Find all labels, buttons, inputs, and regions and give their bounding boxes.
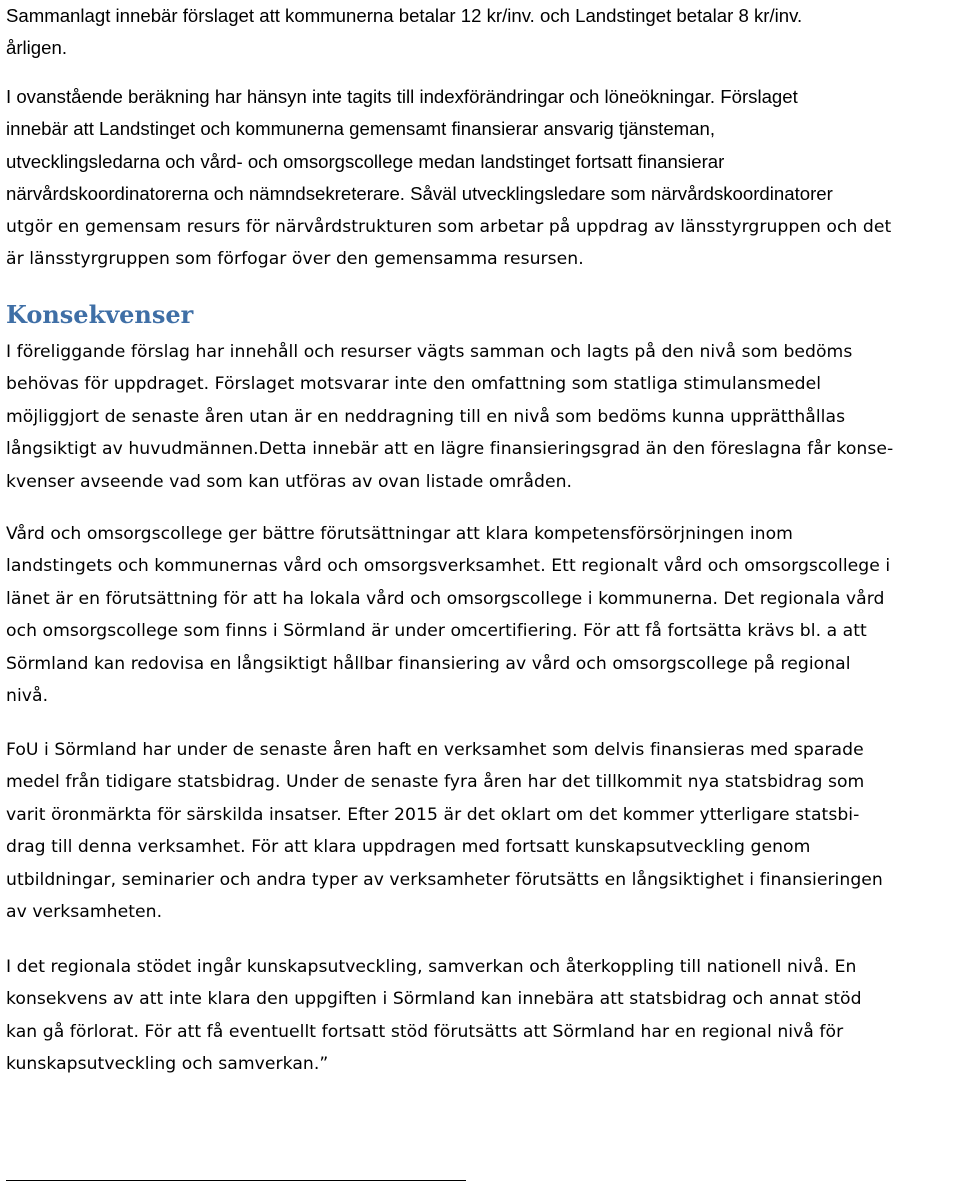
- text-line: I föreliggande förslag har innehåll och resurser vägts samman och lagts på den nivå som bedöms: [6, 342, 853, 362]
- text-line: konsekvens av att inte klara den uppgiften i Sörmland kan innebära att statsbidrag och annat stöd: [6, 989, 862, 1010]
- paragraph-consequences: [6, 336, 893, 498]
- paragraph-fou: [6, 734, 883, 928]
- text-line: Sammanlagt innebär förslaget att kommunerna betalar 12 kr/inv. och Landstinget betalar 8 kr/inv.: [6, 5, 803, 26]
- text-line: I ovanstående beräkning har hänsyn inte tagits till indexförändringar och löneökningar. Förslaget: [6, 86, 798, 107]
- text-line: varit öronmärkta för särskilda insatser. Efter 2015 är det oklart om det kommer ytterligare statsbi-: [6, 804, 860, 825]
- text-line: utvecklingsledarna och vård- och omsorgscollege medan landstinget fortsatt finansierar: [6, 150, 725, 172]
- paragraph-funding: [6, 81, 891, 275]
- text-line: utgör en gemensam resurs för närvårdstrukturen som arbetar på uppdrag av länsstyrgruppen och det: [6, 216, 892, 237]
- text-line: I det regionala stödet ingår kunskapsutveckling, samverkan och återkoppling till nationell nivå. En: [6, 957, 857, 977]
- text-line: Vård och omsorgscollege ger bättre förutsättningar att klara kompetensförsörjningen inom: [6, 524, 793, 544]
- paragraph-college: [6, 518, 890, 712]
- text-line: Sörmland kan redovisa en långsiktigt hållbar finansiering av vård och omsorgscollege på regional: [6, 653, 851, 674]
- text-line: nivå.: [6, 686, 49, 707]
- text-line: innebär att Landstinget och kommunerna gemensamt finansierar ansvarig tjänsteman,: [6, 118, 716, 140]
- section-heading: Konsekvenser: [6, 300, 194, 329]
- intro-paragraph: [6, 0, 802, 65]
- text-line: årligen.: [6, 37, 67, 59]
- paragraph-regional-support: [6, 951, 862, 1081]
- text-line: landstingets och kommunernas vård och omsorgsverksamhet. Ett regionalt vård och omsorgscollege i: [6, 556, 891, 577]
- text-line: kan gå förlorat. För att få eventuellt fortsatt stöd förutsätts att Sörmland har en regional nivå för: [6, 1021, 844, 1042]
- text-line: FoU i Sörmland har under de senaste åren haft en verksamhet som delvis finansieras med sparade: [6, 740, 864, 760]
- text-line: närvårdskoordinatorerna och nämndsekreterare. Såväl utvecklingsledare som närvårdskoordinatorer: [6, 183, 833, 205]
- text-line: drag till denna verksamhet. För att klara uppdragen med fortsatt kunskapsutveckling genom: [6, 837, 811, 858]
- text-line: behövas för uppdraget. Förslaget motsvarar inte den omfattning som statliga stimulansmedel: [6, 374, 822, 395]
- text-line: och omsorgscollege som finns i Sörmland är under omcertifiering. För att få fortsätta krävs bl. a att: [6, 621, 867, 642]
- text-line: medel från tidigare statsbidrag. Under de senaste fyra åren har det tillkommit nya statsbidrag som: [6, 772, 865, 793]
- footnote-separator: [6, 1180, 466, 1181]
- text-line: länet är en förutsättning för att ha lokala vård och omsorgscollege i kommunerna. Det regionala vård: [6, 588, 885, 609]
- text-line: kvenser avseende vad som kan utföras av ovan listade områden.: [6, 471, 573, 492]
- text-line: möjliggjort de senaste åren utan är en neddragning till en nivå som bedöms kunna upprätthållas: [6, 406, 846, 427]
- text-line: utbildningar, seminarier och andra typer av verksamheter förutsätts en långsiktighet i finansieringen: [6, 869, 883, 890]
- text-line: kunskapsutveckling och samverkan.”: [6, 1054, 329, 1075]
- text-line: av verksamheten.: [6, 902, 163, 923]
- text-line: långsiktigt av huvudmännen.Detta innebär att en lägre finansieringsgrad än den föreslagna får konse-: [6, 439, 894, 460]
- text-line: är länsstyrgruppen som förfogar över den gemensamma resursen.: [6, 249, 584, 270]
